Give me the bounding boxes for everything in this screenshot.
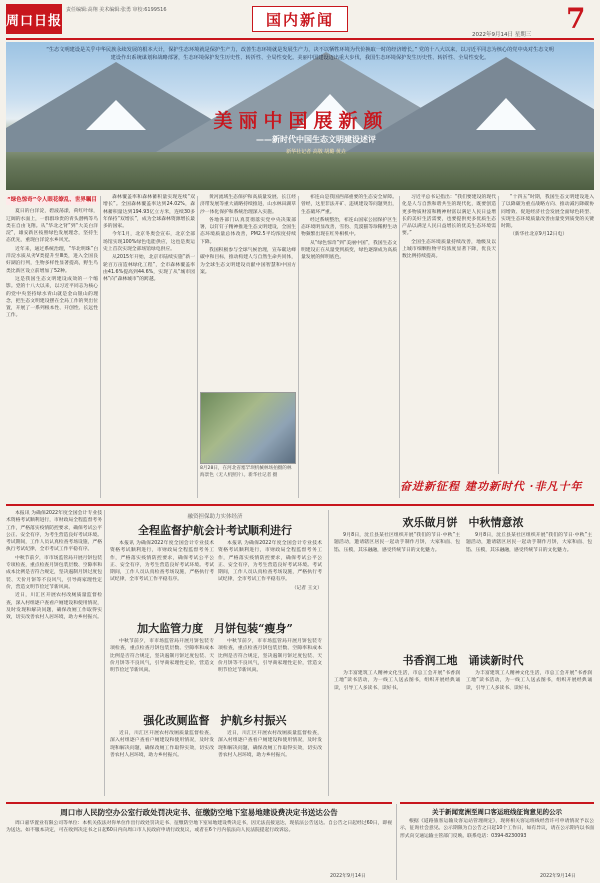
paragraph: 周口嘉华置业有限公司等单位：本机关依法对你单位作出行政处罚决定书、征缴防空地下室易地建设费决定书，因无法直接送达，现依法公告送达。自公告之日起经过60日，即视为送达。如不服本决定，可在收到决定书之日起60日内向周口市人民政府申请行政复议，或者在6个月内依法向人民法院提起行政诉讼。 bbox=[6, 821, 392, 834]
paragraph: 森林覆盖率和森林蓄积量实现连续“双增长”。全国森林覆盖率达到24.02%，森林蓄积量达到194.93亿立方米，连续30多年保持“双增长”，成为全球森林资源增长最多的国家。 bbox=[103, 195, 195, 230]
hero-title: 美丽中国展新颜 bbox=[213, 110, 389, 132]
story5-title: 书香润工地 诵读新时代 bbox=[402, 654, 524, 667]
paragraph: 为丰富建筑工人精神文化生活，市总工会开展“书香润工地”读书活动，为一线工人送去图书，组织开展经典诵读，引导工人多读书、读好书。 bbox=[334, 671, 460, 691]
slogan-text: 奋进新征程 建功新时代 ·非凡十年 bbox=[400, 480, 583, 493]
forest-photo bbox=[200, 392, 296, 464]
article-column-6 bbox=[501, 194, 594, 474]
column-divider bbox=[396, 804, 397, 880]
article-column-4 bbox=[301, 194, 397, 500]
paragraph: 从2015年开始，北京市陆续实施“新一轮百万亩造林绿化工程”，全市森林覆盖率由41.6%提高到44.6%，实现了从“城市园林”向“森林城市”的跨越。 bbox=[103, 255, 195, 283]
page-number: 7 bbox=[566, 2, 586, 35]
paragraph: 我国积极参与全球气候治理，宣布碳达峰碳中和目标，推动构建人与自然生命共同体，为全球生态文明建设贡献中国智慧和中国方案。 bbox=[200, 248, 296, 275]
paragraph: 中秋节前夕，市市场监管局开展月饼包装专项检查，重点检查月饼包装层数、空隙率和成本比例是否符合规定，坚决遏制月饼过度包装、天价月饼等不良风气，引导商家理性定价，营造文明节俭过节新风尚。 bbox=[110, 639, 214, 674]
story1-body-a bbox=[110, 540, 214, 610]
hero-banner bbox=[6, 42, 594, 190]
column-divider bbox=[328, 510, 329, 796]
paragraph: 祁连山是我国西部重要的生态安全屏障。曾经，这里非法开矿、违规建设等问题突出，生态破坏严重。 bbox=[301, 195, 397, 215]
article-column-5 bbox=[402, 194, 496, 474]
article-subhead: “绿色惊奇”令人眼花缭乱、世界瞩目 bbox=[6, 196, 98, 205]
paragraph: 从“绿色惊奇”到“美丽中国”，我国生态文明建设正在从量变到质变，绿色逐渐成为高质量发展的鲜明底色。 bbox=[301, 240, 397, 261]
column-divider bbox=[498, 196, 499, 474]
lower-news-section bbox=[6, 504, 594, 800]
paragraph: 各地各部门认真贯彻落实党中央决策部署，以钉钉子精神推进生态文明建设，全国生态环境质量总体改善，PM2.5平均浓度持续下降。 bbox=[200, 217, 296, 245]
notice-left-body bbox=[6, 820, 392, 870]
column-divider bbox=[104, 510, 105, 796]
header-rule bbox=[6, 38, 594, 40]
story2-title: 加大监管力度 月饼包装“瘦身” bbox=[137, 622, 293, 635]
story2-body-a bbox=[110, 638, 214, 704]
paragraph: 中秋节前夕，市市场监管局开展月饼包装专项检查，重点检查月饼包装层数、空隙率和成本比例是否符合规定，坚决遏制月饼过度包装、天价月饼等不良风气，引导商家理性定价，营造文明节俭过节新风尚。 bbox=[6, 555, 102, 590]
notice-left-title: 周口市人民防空办公室行政处罚决定书、征缴防空地下室易地建设费决定书送达公告 bbox=[60, 808, 338, 817]
paragraph: （新华社北京9月12日电） bbox=[510, 232, 568, 238]
editor-credits: 责任编辑:高翔 美术编辑:张勇 审校:6199516 bbox=[66, 7, 167, 13]
paragraph: 黄河流域生态保护和高质量发展、长江经济带发展等重大战略持续推进，山水林田湖草沙一体化保护和系统治理深入实施。 bbox=[200, 195, 296, 215]
story5-body-b bbox=[466, 670, 592, 796]
story3-body-b bbox=[218, 730, 322, 796]
story1-kicker: 融资担保助力实体经济 bbox=[187, 514, 243, 520]
notice-right-body bbox=[400, 818, 594, 872]
paragraph: 经过系统整治，祁连山国家公园保护区生态环境明显改善，雪豹、荒漠猫等珍稀野生动物频繁出现在红外相机中。 bbox=[301, 217, 397, 238]
paragraph: 全国生态环境质量持续改善，地级及以上城市细颗粒物平均浓度显著下降，优良天数比例持续提高。 bbox=[402, 239, 496, 260]
paragraph: 本报讯 为确保2022年度全国会计专业技术资格考试顺利进行，市财政局全程监督考务工作，严格落实疫情防控要求，确保考试公平公正、安全有序，为考生营造良好考试环境。考试期间，工作人员认真检查考场设施，严格执行考试纪律，全市考试工作平稳有序。 bbox=[218, 541, 322, 583]
slogan-banner bbox=[400, 476, 594, 496]
hero-intro: “生态文明建设是关乎中华民族永续发展的根本大计，保护生态环境就是保护生产力，改善生态环境就是发展生产力，决不以牺牲环境为代价换取一时的经济增长。” 党的十八大以来，以习近平同志为核心的党中央对生态文明建设作出系统谋划和战略部署，生态环境保护发生历史性、转折性、全局性变化。美丽中国建设迈出重大步伐，我国生态环境保护发生历史性、转折性、全局性变化。 bbox=[46, 47, 554, 61]
notice-right-date: 2022年9月14日 bbox=[540, 874, 576, 879]
story1-byline: （记者 王文） bbox=[291, 585, 322, 591]
paragraph: 今年1月，北京冬奥会宣布，北京全部场馆实现100%绿色电能供应，这也是奥运史上首次实现全部场馆绿电供应。 bbox=[103, 232, 195, 253]
masthead bbox=[0, 0, 600, 40]
column-divider bbox=[298, 196, 299, 498]
story4-body-b bbox=[466, 532, 592, 642]
paragraph: 近日，川汇区开展农村改厕质量监督检查，深入村组逐户查看户厕建设和使用情况，及时发现和解决问题，确保改厕工作取得实效，切实改善农村人居环境，助力乡村振兴。 bbox=[6, 593, 102, 621]
hero-byline: 新华社记者 高敬 胡璐 黄垚 bbox=[286, 149, 346, 155]
paragraph: 为丰富建筑工人精神文化生活，市总工会开展“书香润工地”读书活动，为一线工人送去图书，组织开展经典诵读，引导工人多读书、读好书。 bbox=[466, 671, 592, 691]
paragraph: 近日，川汇区开展农村改厕质量监督检查，深入村组逐户查看户厕建设和使用情况，及时发现和解决问题，确保改厕工作取得实效，切实改善农村人居环境，助力乡村振兴。 bbox=[110, 731, 214, 758]
paragraph: 近日，川汇区开展农村改厕质量监督检查，深入村组逐户查看户厕建设和使用情况，及时发现和解决问题，确保改厕工作取得实效，切实改善农村人居环境，助力乡村振兴。 bbox=[218, 731, 322, 758]
snow-peak bbox=[86, 100, 146, 130]
column-divider bbox=[100, 196, 101, 498]
notice-left bbox=[6, 802, 392, 880]
story2-body-b bbox=[218, 638, 322, 704]
newspaper-logo: 周口日报 bbox=[6, 4, 62, 34]
paragraph: 本报讯 为确保2022年度全国会计专业技术资格考试顺利进行，市财政局全程监督考务工作，严格落实疫情防控要求，确保考试公平公正、安全有序，为考生营造良好考试环境。考试期间，工作人员认真检查考场设施，严格执行考试纪律，全市考试工作平稳有序。 bbox=[6, 511, 102, 553]
paragraph: “十四五”时期，我国生态文明建设进入了以降碳为重点战略方向、推动减污降碳协同增效、促进经济社会发展全面绿色转型、实现生态环境质量改善由量变到质变的关键时期。 bbox=[501, 195, 594, 230]
section-title: 国内新闻 bbox=[252, 6, 348, 32]
article-column-3 bbox=[200, 194, 296, 388]
story-side-column bbox=[6, 510, 102, 796]
paragraph: 近年来，通过系统治理，“华北明珠”白洋淀水质从劣Ⅴ类提升至Ⅲ类，进入全国良好湖泊行列，生物多样性显著提高，野生鸟类比新区设立前增加了52种。 bbox=[6, 246, 98, 274]
photo-caption: 8月28日，在河北省塞罕坝机械林场拍摄的林海景色（无人机照片）。新华社记者 摄 bbox=[200, 466, 292, 478]
story5-body-a bbox=[334, 670, 460, 796]
story1-body-b bbox=[218, 540, 322, 610]
column-divider bbox=[399, 196, 400, 498]
story4-body-a bbox=[334, 532, 460, 642]
story1-title: 全程监督护航会计考试顺利进行 bbox=[138, 524, 292, 537]
paragraph: 9月8日，沈丘县某社区组织开展“我们的节日·中秋”主题活动，邀请辖区居民一起动手制作月饼，大家和面、包馅、压模，其乐融融，感受传统节日的文化魅力。 bbox=[466, 533, 592, 553]
snow-peak bbox=[476, 98, 536, 130]
notice-right bbox=[400, 802, 594, 880]
paragraph: 夏日的白洋淀，碧波荡漾，荷红叶绿，辽阔的水面上，一群群珍贵的青头潜鸭等鸟类在自由飞翔。从“华北之肾”到“大美白洋淀”，雄安新区按照绿色发展理念，坚持生态优先，重现白洋淀水乡风光。 bbox=[6, 209, 98, 244]
notice-right-title: 关于新闻宽洲至周口客运班线征询意见的公示 bbox=[432, 808, 562, 816]
column-divider bbox=[197, 196, 198, 498]
paragraph: 9月8日，沈丘县某社区组织开展“我们的节日·中秋”主题活动，邀请辖区居民一起动手制作月饼，大家和面、包馅、压模，其乐融融，感受传统节日的文化魅力。 bbox=[334, 533, 460, 553]
paragraph: 本报讯 为确保2022年度全国会计专业技术资格考试顺利进行，市财政局全程监督考务工作，严格落实疫情防控要求，确保考试公平公正、安全有序，为考生营造良好考试环境。考试期间，工作人员认真检查考场设施，严格执行考试纪律，全市考试工作平稳有序。 bbox=[110, 541, 214, 583]
paragraph: 根据《道路旅客运输及客运站管理规定》，现将相关客运班线经营许可申请情况予以公示，征询社会意见。公示期限为自公告之日起10个工作日，如有异议，请在公示期内以书面形式向交通运输主管部门反映。联系电话：0394-8230093 bbox=[400, 819, 594, 839]
notice-left-date: 2022年9月14日 bbox=[330, 874, 366, 879]
paragraph: 习近平总书记指出：“我们要建设的现代化是人与自然和谐共生的现代化，既要创造更多物质财富和精神财富以满足人民日益增长的美好生活需要，也要提供更多优质生态产品以满足人民日益增长的优美生态环境需要。” bbox=[402, 195, 496, 237]
issue-date: 2022年9月14日 星期三 bbox=[472, 32, 532, 38]
article-column-1 bbox=[6, 194, 98, 500]
story3-title: 强化改厕监督 护航乡村振兴 bbox=[143, 714, 287, 727]
paragraph: 这是我国生态文明建设成效的一个缩影。党的十八大以来，以习近平同志为核心的党中央坚持绿水青山就是金山银山的理念，把生态文明建设摆在全局工作的突出位置，开展了一系列根本性、开创性、长远性工作。 bbox=[6, 276, 98, 319]
story4-title: 欢乐做月饼 中秋情意浓 bbox=[402, 516, 524, 529]
paragraph: 中秋节前夕，市市场监管局开展月饼包装专项检查，重点检查月饼包装层数、空隙率和成本比例是否符合规定，坚决遏制月饼过度包装、天价月饼等不良风气，引导商家理性定价，营造文明节俭过节新风尚。 bbox=[218, 639, 322, 674]
hero-subtitle: ——新时代中国生态文明建设述评 bbox=[256, 135, 376, 144]
article-column-2 bbox=[103, 194, 195, 500]
story3-body-a bbox=[110, 730, 214, 796]
